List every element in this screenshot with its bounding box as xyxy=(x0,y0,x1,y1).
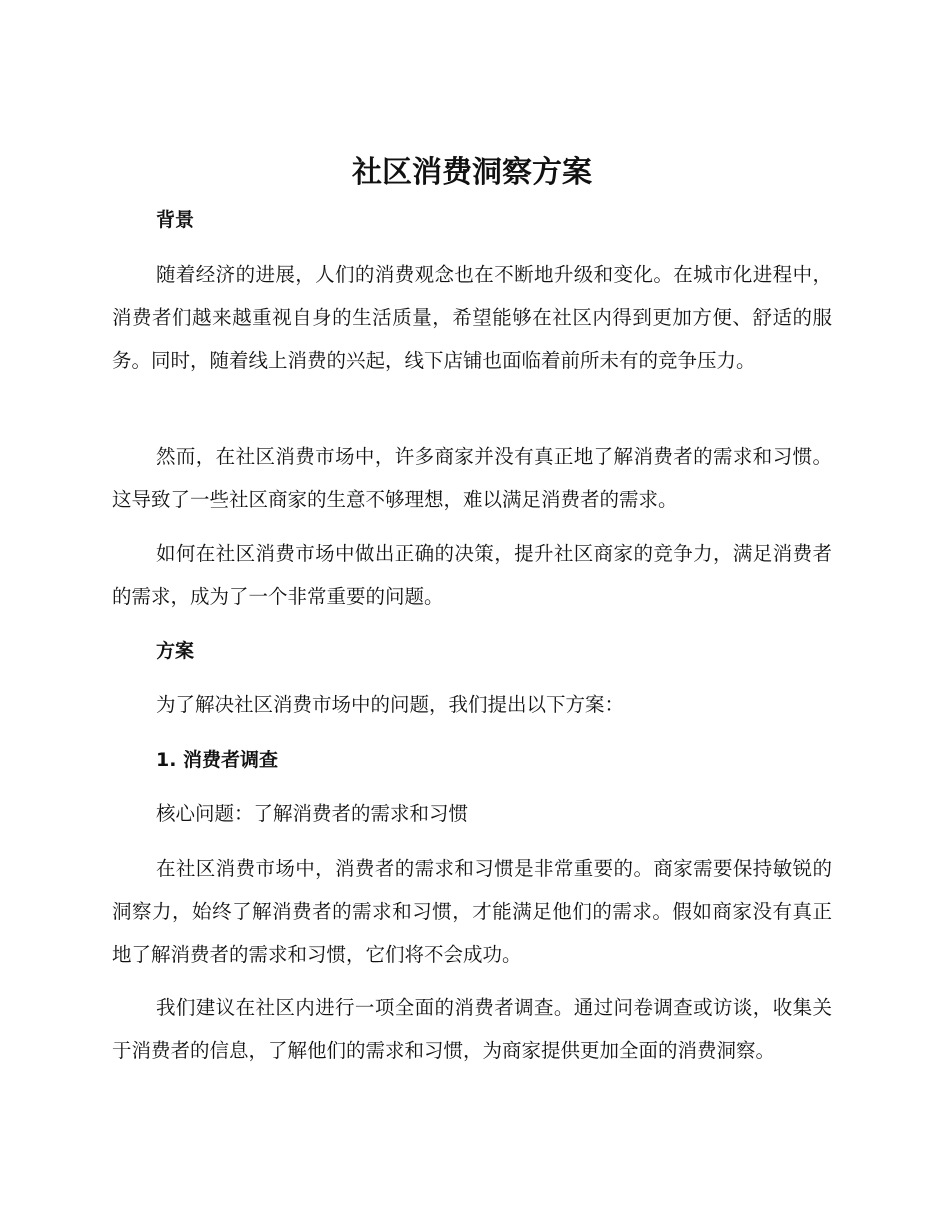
background-paragraph-1: 随着经济的进展，人们的消费观念也在不断地升级和变化。在城市化进程中，消费者们越来越重视自身的生活质量，希望能够在社区内得到更加方便、舒适的服务。同时，随着线上消费的兴起，线下店铺也面临着前所未有的竞争压力。 xyxy=(112,263,832,372)
plan-intro: 为了解决社区消费市场中的问题，我们提出以下方案： xyxy=(156,693,625,716)
core-question: 核心问题：了解消费者的需求和习惯 xyxy=(156,802,469,825)
section-heading-plan: 方案 xyxy=(156,640,195,662)
document-title: 社区消费洞察方案 xyxy=(352,155,592,190)
section-heading-consumer-survey: 1. 消费者调查 xyxy=(156,749,279,771)
section-heading-background: 背景 xyxy=(156,209,195,231)
survey-paragraph-2: 我们建议在社区内进行一项全面的消费者调查。通过问卷调查或访谈，收集关于消费者的信息，了解他们的需求和习惯，为商家提供更加全面的消费洞察。 xyxy=(112,996,832,1062)
survey-paragraph-1: 在社区消费市场中，消费者的需求和习惯是非常重要的。商家需要保持敏锐的洞察力，始终了解消费者的需求和习惯，才能满足他们的需求。假如商家没有真正地了解消费者的需求和习惯，它们将不会成功。 xyxy=(112,857,832,966)
background-paragraph-3: 如何在社区消费市场中做出正确的决策，提升社区商家的竞争力，满足消费者的需求，成为了一个非常重要的问题。 xyxy=(112,542,832,608)
background-paragraph-2: 然而，在社区消费市场中，许多商家并没有真正地了解消费者的需求和习惯。这导致了一些社区商家的生意不够理想，难以满足消费者的需求。 xyxy=(112,445,832,511)
